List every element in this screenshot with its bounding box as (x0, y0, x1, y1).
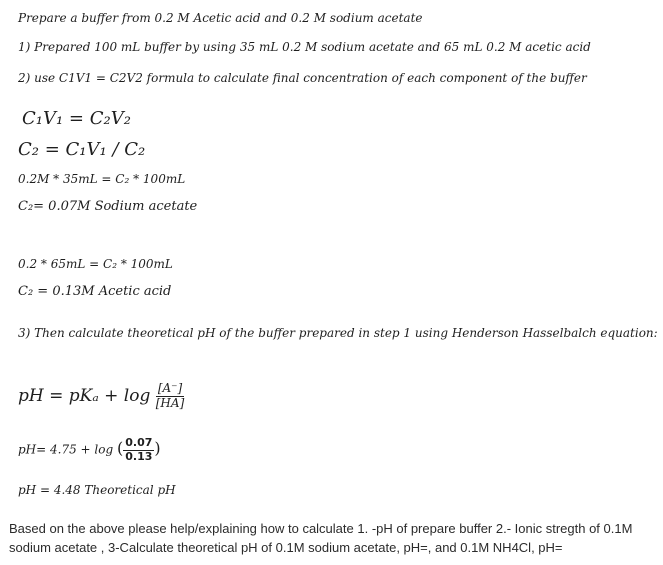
hh-fraction (156, 382, 185, 411)
ph-calc-fraction (123, 437, 154, 463)
acetate-result: C₂= 0.07M Sodium acetate (18, 199, 198, 214)
acid-result: C₂ = 0.13M Acetic acid (18, 284, 172, 299)
question-text: Based on the above please help/explaining how to calculate 1. -pH of prepare buffer 2.- Ionic stregth of 0.1M sodium acetate , 3-Calculate theoretical pH of 0.1M sodium acetate, pH=, and 0.1M NH4Cl, pH= (9, 521, 633, 555)
step-2-line: 2) use C1V1 = C2V2 formula to calculate final concentration of each component of the buffer (18, 71, 587, 85)
acid-calculation: 0.2 * 65mL = C₂ * 100mL (18, 257, 173, 271)
ph-calculation: pH= 4.75 + log ( $\frac{0.07}{0.13}$ ) (18, 436, 161, 463)
equation-c2-rearranged: C₂ = C₁V₁ / C₂ (18, 139, 146, 160)
hh-numerator: [A⁻] (156, 382, 185, 397)
title-line: Prepare a buffer from 0.2 M Acetic acid and 0.2 M sodium acetate (18, 11, 423, 25)
step-1-line: 1) Prepared 100 mL buffer by using 35 mL 0.2 M sodium acetate and 65 mL 0.2 M acetic acid (18, 40, 591, 54)
ph-result: pH = 4.48 Theoretical pH (18, 483, 176, 497)
hh-denominator: [HA] (155, 395, 185, 410)
equation-c1v1-c2v2: C₁V₁ = C₂V₂ (22, 108, 131, 129)
ph-calc-prefix: pH= 4.75 + log (18, 442, 114, 457)
henderson-hasselbalch-equation (18, 382, 184, 411)
hh-lhs: pH = pKₐ + log (18, 385, 151, 406)
acetate-calculation: 0.2M * 35mL = C₂ * 100mL (18, 172, 186, 186)
ph-calc-denominator: 0.13 (125, 449, 153, 463)
step-3-line: 3) Then calculate theoretical pH of the buffer prepared in step 1 using Henderson Hasselbalch equation: (18, 326, 658, 340)
ph-calc-numerator: 0.07 (125, 436, 153, 449)
